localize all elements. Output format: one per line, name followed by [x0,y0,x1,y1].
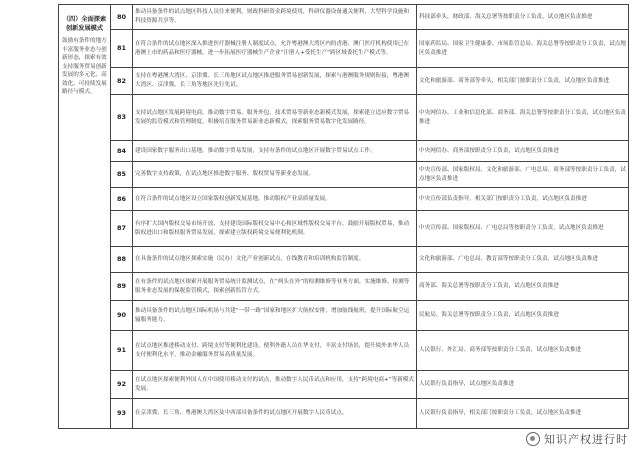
watermark [526,431,628,447]
row-number: 83 [111,95,133,141]
row-number: 88 [111,247,133,273]
measure-content: 推动具备条件的试点地区国际机场与共建“一带一路”国家和地区扩大航权安排，增加航线航班，提升国际航空运输服务能力。 [133,301,417,331]
responsible-department: 人民银行负责指导，试点地区负责推进 [417,371,629,399]
table-row [59,162,629,188]
row-number: 84 [111,141,133,162]
responsible-department: 民航局、海关总署等按职责分工负责，试点地区负责推进 [417,301,629,331]
measure-content: 推动具备条件的试点地区科技人员往来便利，财政科研资金跨境使用，科研仪器设备通关便利，大型科学设施和科技资源共享等。 [133,5,417,30]
row-number: 86 [111,188,133,211]
measure-content: 在具备条件的试点地区探索实施（民办）文化产业创新试点，在线教育和培训机构监管制度。 [133,247,417,273]
watermark-text: 知识产权进行时 [544,433,628,446]
responsible-department: 中央宣传部、国家版权局、文化和旅游部、广电总局、商务部等按职责分工负责，试点地区负责推进 [417,162,629,188]
measure-content: 在符合条件的试点地区设立国家版权创新发展基地，推动版权产业高质量发展。 [133,188,417,211]
row-number: 89 [111,273,133,301]
table-row [59,273,629,301]
policy-table-page [58,4,628,451]
table-row [59,141,629,162]
row-number: 91 [111,331,133,371]
category-title: （四）全面探索创新发展模式 [62,16,107,32]
row-number: 80 [111,5,133,30]
measure-content: 在试点地区探索便利外国人在中国使用移动支付的试点，推动数字人民币试点和应用，支持“跨境电商+”等新模式发展。 [133,371,417,399]
table-row [59,30,629,68]
measures-table [58,4,629,429]
table-row [59,247,629,273]
measure-content: 完善数字支持政策，在试点地区推进数字服务、版权贸易等新业态发展。 [133,162,417,188]
row-number: 81 [111,30,133,68]
measure-content: 有序扩大国内版权交易市场开放，支持建设国际版权交易中心和区域性版权交易平台，鼓励开展版权贸易，推动版权进出口和版权服务贸易发展，探索建立版权跨境交易便利化机制。 [133,211,417,247]
responsible-department: 文化和旅游部、商务部等牵头，相关部门按职责分工负责，试点地区负责推进 [417,68,629,95]
responsible-department: 国家药监局、国家卫生健康委、市场监管总局、海关总署等按职责分工负责，试点地区负责推进 [417,30,629,68]
table-row [59,68,629,95]
table-row [59,399,629,429]
category-cell [59,5,111,429]
row-number: 87 [111,211,133,247]
responsible-department: 人民银行、外汇局、商务部等按职责分工负责，试点地区负责推进 [417,331,629,371]
responsible-department: 商务部、海关总署等按职责分工负责，试点地区负责推进 [417,273,629,301]
row-number: 90 [111,301,133,331]
row-number: 92 [111,371,133,399]
table-row [59,211,629,247]
wechat-icon [526,432,540,446]
row-number: 82 [111,68,133,95]
measure-content: 在京津冀、长三角、粤港澳大湾区及中西部具备条件的试点地区开展数字人民币试点。 [133,399,417,429]
table-row [59,95,629,141]
responsible-department: 中央宣传部、国家版权局、广电总局等按职责分工负责，试点地区负责推进 [417,211,629,247]
measure-content: 在符合条件的试点地区深入推进医疗器械注册人制度试点，允许粤港澳大湾区内的香港、澳门医疗机构使用已在港澳上市的药品和医疗器械，进一步拓展医疗器械生产企业“注册人+受托生产”跨区域委托生产模式等。 [133,30,417,68]
measure-content: 在试点地区推进移动支付、跨境支付等便利化建设，便利外籍人员在华支付，丰富支付场景，提升境外来华人员支付便利化水平，推动金融服务贸易高质量发展。 [133,331,417,371]
table-row [59,188,629,211]
row-number: 85 [111,162,133,188]
measure-content: 支持在粤港澳大湾区、京津冀、长三角地区试点地区推进服务贸易创新发展，探索与港澳服务规则衔接，粤港澳大湾区、京津冀、长三角等地区先行先试。 [133,68,417,95]
table-row [59,301,629,331]
responsible-department: 中央网信办、工业和信息化部、商务部、海关总署等按职责分工负责，试点地区负责推进 [417,95,629,141]
category-description: 鼓励有条件的地方丰富服务业态与创新形态，探索有效支持服务贸易创新发展的多元化、高效化、可持续发展路径与模式。 [62,38,107,95]
responsible-department: 科技部牵头，财政部、海关总署等按职责分工负责，试点地区负责推进 [417,5,629,30]
responsible-department: 人民银行负责指导，相关部门按职责分工负责，试点地区负责推进 [417,399,629,429]
measure-content: 建设国家数字服务出口基地，推动数字贸易发展，支持有条件的试点地区开展数字贸易试点工作。 [133,141,417,162]
measure-content: 在有条件的试点地区探索开展服务贸易统计监测试点，在“两头在外”的检测维修等业务方面，实施维修、检测等服务业态发展的保税监管模式，探索创新监管方式。 [133,273,417,301]
row-number: 93 [111,399,133,429]
table-row [59,371,629,399]
table-row [59,5,629,30]
measure-content: 支持试点地区发展跨境电商，推动数字贸易、服务外包、技术贸易等新业态新模式发展，探索建立适应数字贸易发展的监管模式和管理制度，积极培育服务贸易新业态新模式，探索服务贸易数字化发展路径。 [133,95,417,141]
table-row [59,331,629,371]
responsible-department: 中央宣传部负责指导，相关部门按职责分工负责，试点地区负责推进 [417,188,629,211]
responsible-department: 中央网信办、商务部按职责分工负责，试点地区负责推进 [417,141,629,162]
responsible-department: 文化和旅游部、广电总局、教育部等按职责分工负责，试点地区负责推进 [417,247,629,273]
